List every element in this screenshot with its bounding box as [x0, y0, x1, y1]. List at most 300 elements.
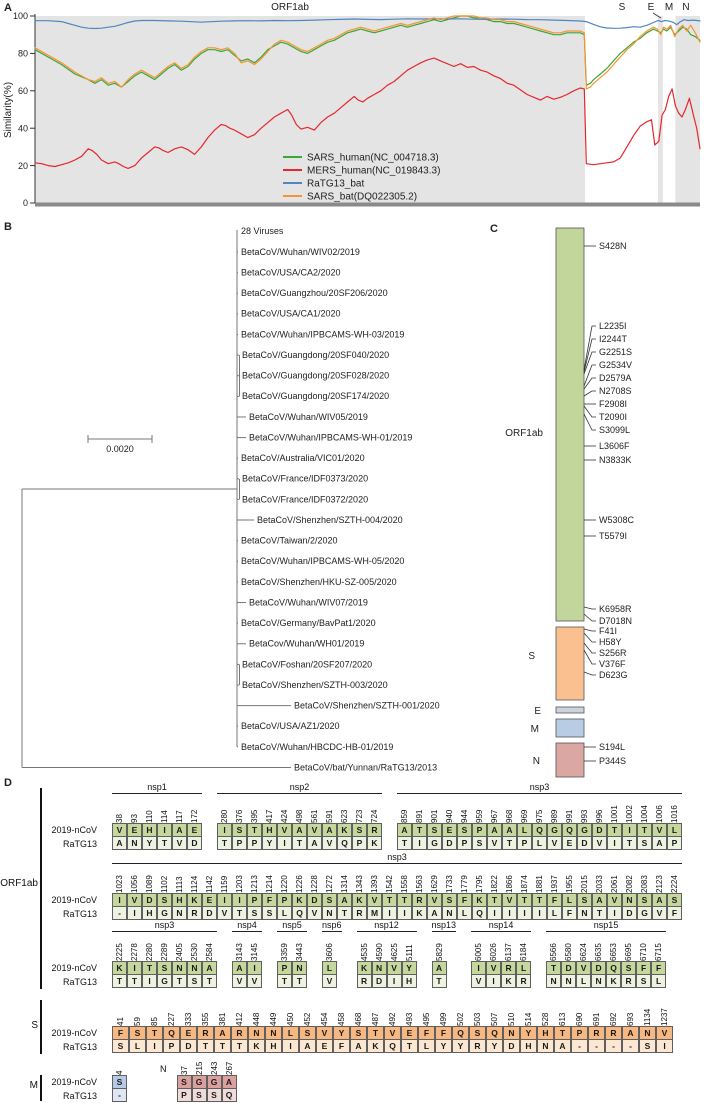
alignment-cell: A [292, 823, 307, 837]
residue-row-ncov [112, 1026, 673, 1040]
position-headers [112, 1047, 127, 1075]
alignment-cell: H [537, 1026, 554, 1040]
tree-tip-label: BetaCoV/USA/CA2/2020 [241, 267, 341, 278]
alignment-cell: L [282, 1026, 299, 1040]
position-header: 2280 [145, 943, 154, 961]
alignment-cell: F [435, 1026, 452, 1040]
position-header: 6710 [639, 943, 649, 961]
position-headers [112, 795, 202, 823]
tree-tip-label: BetaCoV/Guangzhou/20SF206/2020 [241, 288, 388, 299]
panel-c-label: C [490, 223, 498, 235]
alignment-cell: Y [333, 1026, 350, 1040]
alignment-cell: Q [163, 1026, 180, 1040]
mutation-label: N3833K [599, 454, 632, 465]
position-header: 1937 [550, 875, 559, 893]
alignment-band [42, 782, 682, 851]
group-name: nsp6 [322, 920, 342, 930]
tree-tip-label: BetaCoV/Shenzhen/SZTH-003/2020 [242, 679, 388, 690]
alignment-cell: P [472, 823, 487, 837]
mutation-tick [584, 650, 596, 664]
alignment-cell: T [157, 836, 172, 850]
alignment-cell: I [217, 893, 232, 907]
alignment-cell: D [622, 906, 637, 920]
position-header: 1203 [235, 875, 244, 893]
tree-tip-label: BetaCoV/Guangdong/20SF040/2020 [242, 349, 390, 360]
mutation-tick [584, 633, 596, 642]
alignment-group-nsp1 [112, 782, 202, 850]
residue-row-ncov [322, 961, 342, 975]
position-header: 2015 [580, 875, 589, 893]
position-header: 1056 [130, 875, 139, 893]
mutation-tick [584, 614, 596, 621]
alignment-cell: I [142, 974, 157, 988]
alignment-cell: K [357, 961, 372, 975]
alignment-cell: K [412, 906, 427, 920]
position-header: 1874 [520, 875, 529, 893]
alignment-cell: I [607, 836, 622, 850]
residue-row-ratg [432, 974, 457, 988]
alignment-cell: N [292, 961, 307, 975]
genome-axis-band [35, 203, 700, 207]
alignment-group-nsp12 [357, 920, 417, 988]
alignment-cell: A [222, 1075, 237, 1089]
tree-tip-label: BetaCoV/France/IDF0372/2020 [242, 494, 369, 505]
alignment-cell: P [232, 836, 247, 850]
alignment-cell: S [112, 1075, 127, 1089]
alignment-cell: D [503, 1039, 520, 1053]
alignment-cell: V [247, 974, 262, 988]
alignment-cell: R [357, 974, 372, 988]
alignment-cell: K [367, 1039, 384, 1053]
position-header: 2289 [160, 943, 169, 961]
region-label-N: N [682, 2, 690, 13]
position-header: 454 [320, 1012, 329, 1026]
alignment-cell: S [177, 1075, 192, 1089]
position-header: 989 [550, 809, 559, 823]
position-header: 1228 [310, 875, 319, 893]
alignment-band [42, 998, 673, 1054]
alignment-cell: T [217, 836, 232, 850]
alignment-cell: E [401, 1026, 418, 1040]
position-header: 692 [609, 1012, 618, 1026]
position-header: 591 [325, 809, 334, 823]
alignment-cell: T [232, 906, 247, 920]
position-headers [432, 933, 457, 961]
alignment-cell: R [352, 906, 367, 920]
residue-row-ncov [112, 893, 682, 907]
alignment-cell: I [387, 974, 402, 988]
alignment-cell: Q [562, 823, 577, 837]
mutation-label: D2579A [599, 372, 632, 383]
alignment-cell: D [180, 1039, 197, 1053]
alignment-cell: P [163, 1039, 180, 1053]
alignment-cell: V [112, 823, 127, 837]
position-header: 6566 [549, 943, 559, 961]
alignment-cell: E [442, 823, 457, 837]
alignment-cell: D [561, 961, 576, 975]
position-header: 4625 [389, 943, 399, 961]
position-header: 333 [184, 1012, 193, 1026]
alignment-cell: F [112, 1026, 129, 1040]
alignment-cell: T [592, 906, 607, 920]
alignment-cell: T [487, 893, 502, 907]
alignment-cell: I [486, 974, 501, 988]
alignment-cell: K [292, 893, 307, 907]
alignment-cell: S [472, 836, 487, 850]
residue-row-ncov [112, 961, 217, 975]
alignment-cell: A [350, 1039, 367, 1053]
position-header: 1779 [460, 875, 469, 893]
alignment-cell: T [401, 1039, 418, 1053]
section-bar-S [40, 1000, 42, 1054]
position-header: 117 [175, 810, 184, 823]
mutation-label: S194L [599, 741, 626, 752]
row-label: RaTG13 [62, 1091, 97, 1101]
alignment-cell: N [442, 906, 457, 920]
shaded-region-E [658, 16, 663, 203]
position-header: 1124 [190, 875, 199, 893]
position-header: 59 [133, 1017, 142, 1026]
alignment-cell: I [471, 961, 486, 975]
alignment-cell: E [127, 823, 142, 837]
alignment-cell: I [277, 836, 292, 850]
position-header: 1733 [445, 875, 454, 893]
alignment-row-labels [42, 823, 97, 851]
row-label: 2019-nCoV [51, 825, 97, 835]
position-header: 417 [265, 809, 274, 823]
position-headers [112, 933, 217, 961]
mutation-label: G2251S [599, 346, 633, 357]
alignment-cell: S [637, 893, 652, 907]
alignment-cell: Q [532, 823, 547, 837]
residue-row-ncov [432, 961, 457, 975]
alignment-cell: T [432, 974, 447, 988]
alignment-cell: Y [435, 1039, 452, 1053]
alignment-cell: A [554, 1039, 571, 1053]
alignment-cell: P [517, 836, 532, 850]
group-name: nsp3 [397, 782, 682, 794]
position-header: 561 [310, 809, 319, 823]
alignment-cell: T [337, 906, 352, 920]
alignment-cell: H [520, 1039, 537, 1053]
alignment-cell: S [637, 836, 652, 850]
alignment-cell: S [442, 893, 457, 907]
position-header: 944 [460, 809, 469, 823]
alignment-cell: V [172, 836, 187, 850]
alignment-cell: S [129, 1026, 146, 1040]
residue-row-ratg [112, 1088, 127, 1102]
position-headers [177, 1047, 237, 1075]
tree-tip-label: BetaCoV/Taiwan/2/2020 [241, 535, 338, 546]
tree-tip-label: BetaCov/Wuhan/WH01/2019 [249, 638, 365, 649]
alignment-cell: P [571, 1026, 588, 1040]
alignment-cell: N [265, 1026, 282, 1040]
alignment-group-nsp4 [232, 920, 262, 988]
mutation-tick [584, 406, 596, 417]
row-label: 2019-nCoV [51, 1077, 97, 1087]
position-header: 468 [354, 1012, 363, 1026]
tree-tip-label: BetaCoV/USA/AZ1/2020 [241, 721, 340, 732]
alignment-cell: R [412, 893, 427, 907]
alignment-cell: S [192, 1088, 207, 1102]
tree-tip-label: BetaCoV/Guangdong/20SF174/2020 [242, 391, 390, 402]
alignment-cell: T [622, 836, 637, 850]
alignment-cell: D [307, 893, 322, 907]
alignment-cell: I [532, 906, 547, 920]
group-name: nsp15 [546, 920, 666, 932]
section-bar-M [40, 1075, 42, 1101]
alignment-cell: V [471, 974, 486, 988]
position-header: 492 [388, 1012, 397, 1026]
position-header: 2082 [625, 875, 634, 893]
position-header: 395 [250, 809, 259, 823]
position-header: 1001 [610, 805, 619, 823]
alignment-cell: - [571, 1039, 588, 1053]
genome-map [505, 228, 634, 777]
alignment-cell: T [367, 1026, 384, 1040]
position-header: 2061 [610, 875, 619, 893]
position-headers [357, 933, 417, 961]
alignment-cell: N [639, 1026, 656, 1040]
tree-tip-label: BetaCoV/Shenzhen/HKU-SZ-005/2020 [241, 576, 397, 587]
scale-bar-label: 0.0020 [106, 444, 134, 454]
position-header: 280 [220, 809, 229, 823]
alignment-cell: H [172, 893, 187, 907]
position-header: 6715 [654, 943, 664, 961]
position-header: 450 [286, 1012, 295, 1026]
alignment-cell: N [187, 961, 202, 975]
alignment-cell: D [591, 961, 606, 975]
alignment-cell: S [352, 823, 367, 837]
alignment-cell: H [142, 906, 157, 920]
alignment-cell: P [177, 1088, 192, 1102]
alignment-cell: N [591, 974, 606, 988]
position-header: 969 [520, 809, 529, 823]
y-tick-label: 60 [17, 85, 28, 96]
alignment-cell: T [142, 961, 157, 975]
position-header: 1213 [250, 875, 259, 893]
alignment-cell: D [577, 836, 592, 850]
position-header: 1314 [340, 875, 349, 893]
alignment-group-nsp2 [217, 782, 382, 850]
alignment-cell: I [397, 906, 412, 920]
position-header: 41 [116, 1017, 125, 1026]
alignment-cell: K [472, 893, 487, 907]
residue-row-ncov [546, 961, 666, 975]
position-header: 114 [160, 810, 169, 823]
position-header: 3606 [325, 943, 334, 961]
alignment-cell: I [217, 823, 232, 837]
position-headers [471, 933, 531, 961]
alignment-cell: F [562, 906, 577, 920]
position-header: 376 [235, 809, 244, 823]
alignment-cell: D [372, 974, 387, 988]
alignment-cell: E [562, 836, 577, 850]
alignment-cell: Q [292, 906, 307, 920]
alignment-row-labels [42, 893, 97, 921]
genome-segment-S [556, 627, 584, 700]
alignment-cell: S [667, 893, 682, 907]
position-header: 452 [303, 1012, 312, 1026]
alignment-cell: A [652, 836, 667, 850]
alignment-cell: Y [452, 1039, 469, 1053]
alignment-cell: - [112, 906, 127, 920]
alignment-cell: N [172, 961, 187, 975]
residue-row-ratg [277, 974, 307, 988]
position-header: 448 [252, 1012, 261, 1026]
mutation-label: H58Y [599, 636, 622, 647]
position-header: 613 [558, 1012, 567, 1026]
alignment-cell: G [637, 906, 652, 920]
alignment-cell: K [187, 893, 202, 907]
alignment-cell: I [502, 906, 517, 920]
alignment-cell: K [248, 1039, 265, 1053]
alignment-cell: E [316, 1039, 333, 1053]
alignment-cell: V [322, 974, 337, 988]
position-header: 2123 [655, 875, 664, 893]
position-header: 4590 [374, 943, 384, 961]
alignment-band [42, 852, 682, 921]
alignment-cell: A [172, 823, 187, 837]
mutation-label: D7018N [599, 615, 633, 626]
tree-tip-label: BetaCoV/Foshan/20SF207/2020 [242, 659, 373, 670]
position-header: 975 [535, 809, 544, 823]
position-headers [232, 933, 262, 961]
position-header: 495 [422, 1012, 431, 1026]
position-header: 996 [595, 809, 604, 823]
residue-row-ratg [357, 974, 417, 988]
position-header: 1023 [115, 875, 124, 893]
position-header: 1159 [220, 875, 229, 893]
legend-label: RaTG13_bat [307, 178, 365, 190]
mutation-label: G2534V [599, 359, 633, 370]
mutation-label: P344S [599, 755, 627, 766]
segment-label-ORF1ab: ORF1ab [505, 428, 543, 440]
y-tick-label: 40 [17, 123, 28, 134]
position-header: 891 [415, 809, 424, 823]
tree-tip-label: BetaCoV/bat/Yunnan/RaTG13/2013 [294, 762, 438, 773]
alignment-cell: A [307, 836, 322, 850]
position-header: 6184 [519, 943, 529, 961]
alignment-cell: Q [486, 1026, 503, 1040]
alignment-cell: S [207, 1088, 222, 1102]
tree-tip-label: BetaCoV/Shenzhen/SZTH-001/2020 [294, 700, 440, 711]
y-tick-label: 80 [17, 48, 28, 59]
alignment-cell: F [651, 961, 666, 975]
position-header: 6137 [504, 943, 514, 961]
position-header: 37 [179, 1066, 189, 1075]
genome-segment-M [556, 719, 584, 737]
alignment-cell: H [265, 1039, 282, 1053]
tree-tip-label: BetaCoV/Guangdong/20SF028/2020 [242, 370, 390, 381]
alignment-cell: A [232, 961, 247, 975]
mutation-tick [584, 378, 596, 389]
position-header: 502 [456, 1012, 465, 1026]
alignment-cell: N [537, 1039, 554, 1053]
group-name: nsp5 [277, 920, 307, 932]
alignment-cell: N [622, 893, 637, 907]
residue-row-ncov [177, 1075, 237, 1089]
alignment-cell: I [146, 1039, 163, 1053]
alignment-group-nsp5 [277, 920, 307, 988]
alignment-cell: P [277, 893, 292, 907]
alignment-cell: L [517, 823, 532, 837]
residue-row-ratg [112, 906, 682, 920]
position-header: 3443 [295, 943, 304, 961]
alignment-cell: F [457, 893, 472, 907]
alignment-row-labels [42, 961, 97, 989]
alignment-cell: R [231, 1026, 248, 1040]
legend-label: SARS_human(NC_004718.3) [307, 152, 439, 164]
mutation-label: T2090I [599, 411, 628, 422]
alignment-cell: I [157, 823, 172, 837]
position-header: 6624 [579, 943, 589, 961]
alignment-cell: S [577, 893, 592, 907]
tree-tip-label: BetaCoV/France/IDF0373/2020 [242, 473, 369, 484]
alignment-cell: Y [262, 836, 277, 850]
position-header: 38 [115, 814, 124, 823]
alignment-cell: A [427, 906, 442, 920]
alignment-cell: G [577, 823, 592, 837]
alignment-cell: A [202, 961, 217, 975]
residue-row-ratg [322, 974, 342, 988]
row-label: 2019-nCoV [51, 895, 97, 905]
alignment-cell: S [469, 1026, 486, 1040]
mutation-label: S3099L [599, 424, 631, 435]
alignment-cell: P [667, 836, 682, 850]
position-header: 4535 [359, 943, 369, 961]
mutation-label: F41I [599, 625, 618, 636]
position-header: 487 [371, 1012, 380, 1026]
alignment-cell: N [372, 961, 387, 975]
group-name: nsp12 [357, 920, 417, 932]
alignment-cell: V [487, 836, 502, 850]
residue-row-ratg [112, 1039, 673, 1053]
residue-row-ncov [217, 823, 382, 837]
segment-label-S: S [528, 651, 535, 663]
residue-row-ncov [471, 961, 531, 975]
alignment-cell: V [592, 836, 607, 850]
alignment-cell: E [180, 1026, 197, 1040]
alignment-cell: N [127, 836, 142, 850]
alignment-cell: T [637, 823, 652, 837]
clade-count-label: 28 Viruses [241, 225, 284, 236]
segment-label-M: M [530, 724, 539, 736]
position-header: 724 [370, 809, 379, 823]
alignment-cell: V [127, 893, 142, 907]
mutation-label: S256R [599, 647, 627, 658]
position-header: 449 [269, 1012, 278, 1026]
y-tick-label: 100 [12, 11, 28, 22]
alignment-cell: L [418, 1039, 435, 1053]
position-header: 2033 [595, 875, 604, 893]
y-axis-title: Similarity(%) [3, 81, 14, 139]
group-name: nsp3 [112, 852, 682, 864]
position-headers [546, 933, 666, 961]
group-name: nsp3 [112, 920, 217, 932]
alignment-cell: T [397, 836, 412, 850]
mutation-tick [584, 672, 596, 675]
residue-row-ratg [397, 836, 682, 850]
alignment-cell: N [322, 906, 337, 920]
alignment-row-labels [42, 1075, 97, 1103]
alignment-group-nsp3 [112, 920, 217, 988]
alignment-group [177, 1047, 237, 1102]
alignment-cell: M [367, 906, 382, 920]
alignment-cell: L [322, 961, 337, 975]
alignment-cell: T [532, 893, 547, 907]
position-header: 723 [355, 809, 364, 823]
